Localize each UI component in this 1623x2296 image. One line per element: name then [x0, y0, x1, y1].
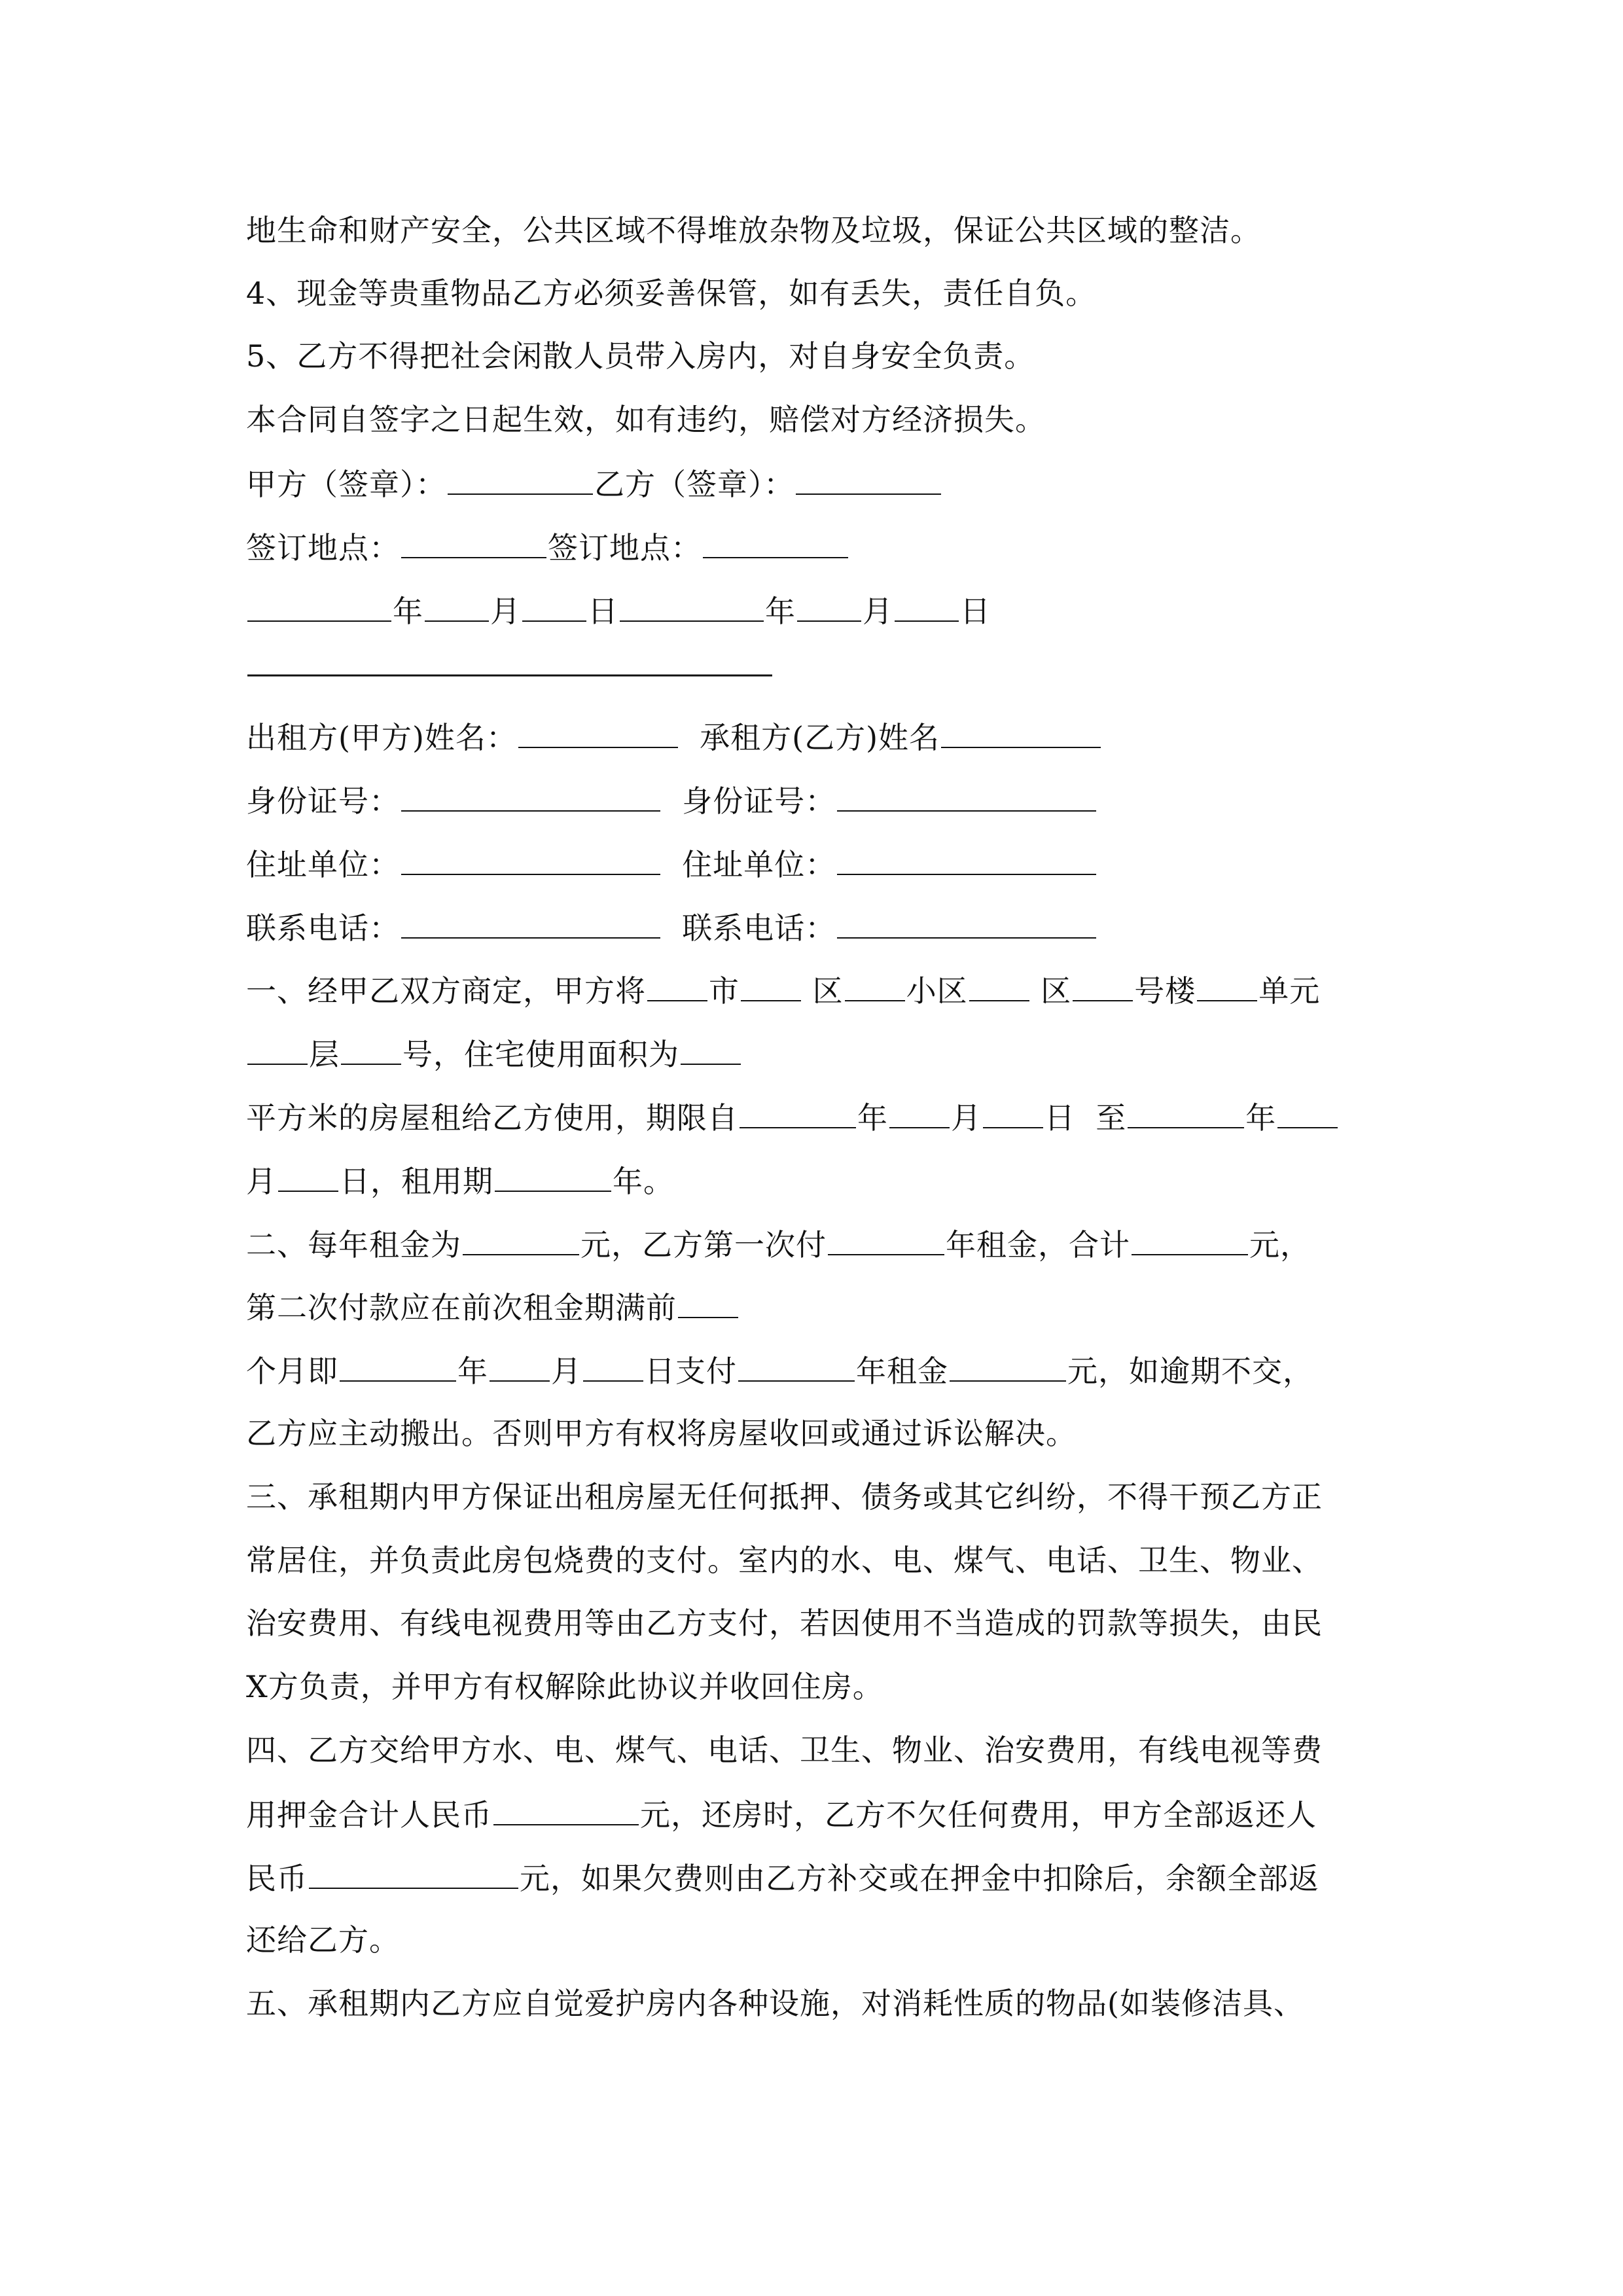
- building-blank[interactable]: [1073, 970, 1133, 1001]
- lessor-phone-blank[interactable]: [401, 907, 660, 939]
- clause-1-line: 层 号，住宅使用面积为: [246, 1033, 742, 1073]
- text-line: 5、乙方不得把社会闲散人员带入房内，对自身安全负责。: [246, 338, 1035, 374]
- signing-place-blank-a[interactable]: [401, 527, 546, 558]
- signing-place-line: [246, 527, 849, 566]
- year-label: 年: [765, 594, 796, 629]
- clause-2-line: 第二次付款应在前次租金期满前: [246, 1287, 740, 1326]
- year-blank-a[interactable]: [247, 590, 391, 622]
- lessor-id-blank[interactable]: [401, 780, 660, 812]
- end-year-blank[interactable]: [1128, 1097, 1244, 1128]
- text-line: 常居住，并负责此房包烧费的支付。室内的水、电、煤气、电话、卫生、物业、: [246, 1543, 1323, 1578]
- text-line: 本合同自签字之日起生效，如有违约，赔偿对方经济损失。: [246, 402, 1046, 437]
- section-divider: ————————————————————: [246, 655, 770, 691]
- clause-1-line: 月 日，租用期 年。: [246, 1160, 674, 1200]
- text-line: 地生命和财产安全，公共区域不得堆放杂物及垃圾，保证公共区域的整洁。: [246, 213, 1261, 248]
- lessee-id-label: 身份证号：: [682, 783, 836, 819]
- lessee-address-label: 住址单位：: [682, 847, 836, 882]
- refund-amount-blank[interactable]: [309, 1857, 518, 1889]
- unit-blank[interactable]: [1197, 970, 1257, 1001]
- lessee-name-label: 承租方(乙方)姓名: [700, 720, 940, 755]
- phone-line: [246, 907, 1097, 946]
- start-year-blank[interactable]: [740, 1097, 856, 1128]
- text-line: 还给乙方。: [246, 1922, 400, 1958]
- year-label: 年: [393, 594, 423, 629]
- date-line: [246, 590, 991, 630]
- clause-2-line: 二、每年租金为 元，乙方第一次付 年租金，合计 元，: [246, 1224, 1311, 1263]
- lessor-address-label: 住址单位：: [246, 847, 400, 882]
- lessor-id-label: 身份证号：: [246, 783, 400, 819]
- signing-place-blank-b[interactable]: [703, 527, 848, 558]
- text-line: 四、乙方交给甲方水、电、煤气、电话、卫生、物业、治安费用，有线电视等费: [246, 1732, 1323, 1768]
- community-blank[interactable]: [845, 970, 905, 1001]
- text-line: 三、承租期内甲方保证出租房屋无任何抵押、债务或其它纠纷，不得干预乙方正: [246, 1479, 1323, 1515]
- first-payment-years-blank[interactable]: [828, 1224, 944, 1255]
- start-month-blank[interactable]: [889, 1097, 950, 1128]
- district-blank[interactable]: [741, 970, 801, 1001]
- clause-2-line: 个月即 年 月 日支付 年租金 元，如逾期不交，: [246, 1350, 1313, 1390]
- month-blank-a[interactable]: [425, 590, 489, 622]
- lessee-name-blank[interactable]: [941, 717, 1101, 748]
- text-line: X方负责，并甲方有权解除此协议并收回住房。: [246, 1669, 883, 1704]
- clause-1-line: 一、经甲乙双方商定，甲方将 市 区 小区 区 号楼 单元: [246, 970, 1320, 1009]
- start-day-blank[interactable]: [983, 1097, 1043, 1128]
- first-payment-total-blank[interactable]: [1132, 1224, 1248, 1255]
- day-label: 日: [588, 594, 618, 629]
- deposit-amount-blank[interactable]: [493, 1794, 639, 1825]
- id-number-line: [246, 780, 1097, 819]
- end-month-blank[interactable]: [1277, 1097, 1338, 1128]
- party-b-signature-blank[interactable]: [796, 463, 941, 495]
- address-line: [246, 844, 1097, 883]
- lessee-phone-blank[interactable]: [837, 907, 1096, 939]
- lessee-id-blank[interactable]: [837, 780, 1096, 812]
- area-blank[interactable]: [681, 1033, 741, 1065]
- floor-blank[interactable]: [247, 1033, 308, 1065]
- signing-place-label-a: 签订地点：: [246, 530, 400, 565]
- lessor-name-blank[interactable]: [518, 717, 678, 748]
- party-a-signature-blank[interactable]: [448, 463, 593, 495]
- lessor-phone-label: 联系电话：: [246, 910, 400, 946]
- end-day-blank[interactable]: [278, 1160, 338, 1192]
- text-line: 治安费用、有线电视费用等由乙方支付，若因使用不当造成的罚款等损失，由民: [246, 1605, 1323, 1641]
- month-label: 月: [490, 594, 521, 629]
- signing-place-label-b: 签订地点：: [548, 530, 702, 565]
- lessor-address-blank[interactable]: [401, 844, 660, 875]
- zone-blank[interactable]: [969, 970, 1029, 1001]
- second-payment-year-blank[interactable]: [340, 1350, 456, 1382]
- room-number-blank[interactable]: [341, 1033, 401, 1065]
- clause-4-line: 用押金合计人民币 元，还房时，乙方不欠任何费用，甲方全部返还人: [246, 1794, 1317, 1833]
- clause-4-line: 民币 元，如果欠费则由乙方补交或在押金中扣除后，余额全部返: [246, 1857, 1319, 1897]
- year-blank-b[interactable]: [620, 590, 764, 622]
- text-line: 乙方应主动搬出。否则甲方有权将房屋收回或通过诉讼解决。: [246, 1416, 1077, 1451]
- day-blank-b[interactable]: [895, 590, 959, 622]
- month-label: 月: [863, 594, 893, 629]
- lessee-address-blank[interactable]: [837, 844, 1096, 875]
- party-names-line: [246, 717, 1102, 756]
- lessee-phone-label: 联系电话：: [682, 910, 836, 946]
- months-before-blank[interactable]: [678, 1287, 738, 1318]
- signature-line: [246, 463, 942, 503]
- party-b-signature-label: 乙方（签章）：: [594, 467, 794, 502]
- party-a-signature-label: 甲方（签章）：: [246, 467, 446, 502]
- second-payment-day-blank[interactable]: [583, 1350, 643, 1382]
- annual-rent-blank[interactable]: [463, 1224, 579, 1255]
- city-blank[interactable]: [647, 970, 707, 1001]
- second-payment-years-blank[interactable]: [738, 1350, 855, 1382]
- month-blank-b[interactable]: [797, 590, 861, 622]
- lease-term-blank[interactable]: [495, 1160, 611, 1192]
- text-line: 4、现金等贵重物品乙方必须妥善保管，如有丢失，责任自负。: [246, 276, 1097, 311]
- day-label: 日: [960, 594, 991, 629]
- second-payment-amount-blank[interactable]: [950, 1350, 1066, 1382]
- text-line: 五、承租期内乙方应自觉爱护房内各种设施，对消耗性质的物品(如装修洁具、: [246, 1986, 1304, 2021]
- clause-1-line: 平方米的房屋租给乙方使用，期限自 年 月 日 至 年: [246, 1097, 1339, 1136]
- lessor-name-label: 出租方(甲方)姓名：: [246, 720, 517, 755]
- second-payment-month-blank[interactable]: [490, 1350, 550, 1382]
- day-blank-a[interactable]: [522, 590, 586, 622]
